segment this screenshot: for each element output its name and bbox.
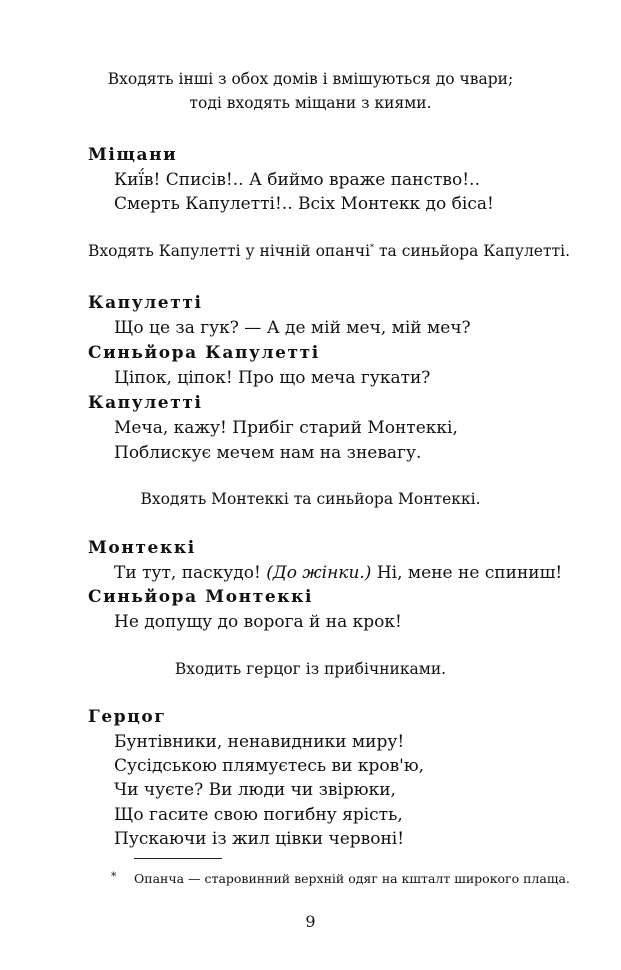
verse-line: Сусідською плямуєтесь ви кров'ю, <box>114 756 425 776</box>
stage-direction-1-line-1: Входять інші з обох домів і вмішуються до чвари; <box>107 70 514 88</box>
verse-line: Киї́в! Списів!.. А биймо враже панство!.. <box>114 170 480 190</box>
verse-line <box>114 563 562 583</box>
speaker-citizens: Міщани <box>88 145 178 165</box>
verse-line: Ціпок, ціпок! Про що меча гукати? <box>114 368 431 388</box>
verse-line: Смерть Капулетті!.. Всіх Монтекк до біса! <box>114 194 494 214</box>
speaker-prince: Герцог <box>88 707 167 727</box>
verse-line-end: Ні, мене не спиниш! <box>371 563 563 583</box>
stage-direction-2-before: Входять Капулетті у нічній опанчі <box>88 242 371 260</box>
page-number: 9 <box>305 912 316 931</box>
stage-direction-2-after: та синьйора Капулетті. <box>374 242 570 260</box>
speaker-montague: Монтеккі <box>88 538 196 558</box>
verse-line: Не допущу до ворога й на крок! <box>114 612 402 632</box>
verse-line: Чи чуєте? Ви люди чи звірюки, <box>114 780 396 800</box>
stage-direction-2 <box>88 242 570 260</box>
verse-line: Бунтівники, ненавидники миру! <box>114 732 405 752</box>
footnote-reference: * <box>370 243 375 252</box>
verse-line: Меча, кажу! Прибіг старий Монтеккі, <box>114 418 458 438</box>
verse-line: Що гасите свою погибну ярість, <box>114 805 403 825</box>
verse-line-start: Ти тут, паскудо! <box>114 563 267 583</box>
stage-aside: (До жінки.) <box>266 563 372 583</box>
stage-direction-1-line-2: тоді входять міщани з киями. <box>189 94 432 112</box>
verse-line: Що це за гук? — А де мій меч, мій меч? <box>114 318 471 338</box>
footnote-text: Опанча — старовинний верхній одяг на кшталт широкого плаща. <box>134 871 570 886</box>
footnote-mark: * <box>111 870 117 883</box>
stage-direction-3: Входять Монтеккі та синьйора Монтеккі. <box>140 490 481 508</box>
verse-line: Поблискує мечем нам на зневагу. <box>114 443 422 463</box>
footnote-divider <box>134 858 222 859</box>
verse-line: Пускаючи із жил цівки червоні! <box>114 829 405 849</box>
stage-direction-4: Входить герцог із прибічниками. <box>174 660 447 678</box>
speaker-capulet: Капулетті <box>88 293 203 313</box>
speaker-lady-capulet: Синьйора Капулетті <box>88 343 320 363</box>
speaker-capulet: Капулетті <box>88 393 203 413</box>
speaker-lady-montague: Синьйора Монтеккі <box>88 587 314 607</box>
